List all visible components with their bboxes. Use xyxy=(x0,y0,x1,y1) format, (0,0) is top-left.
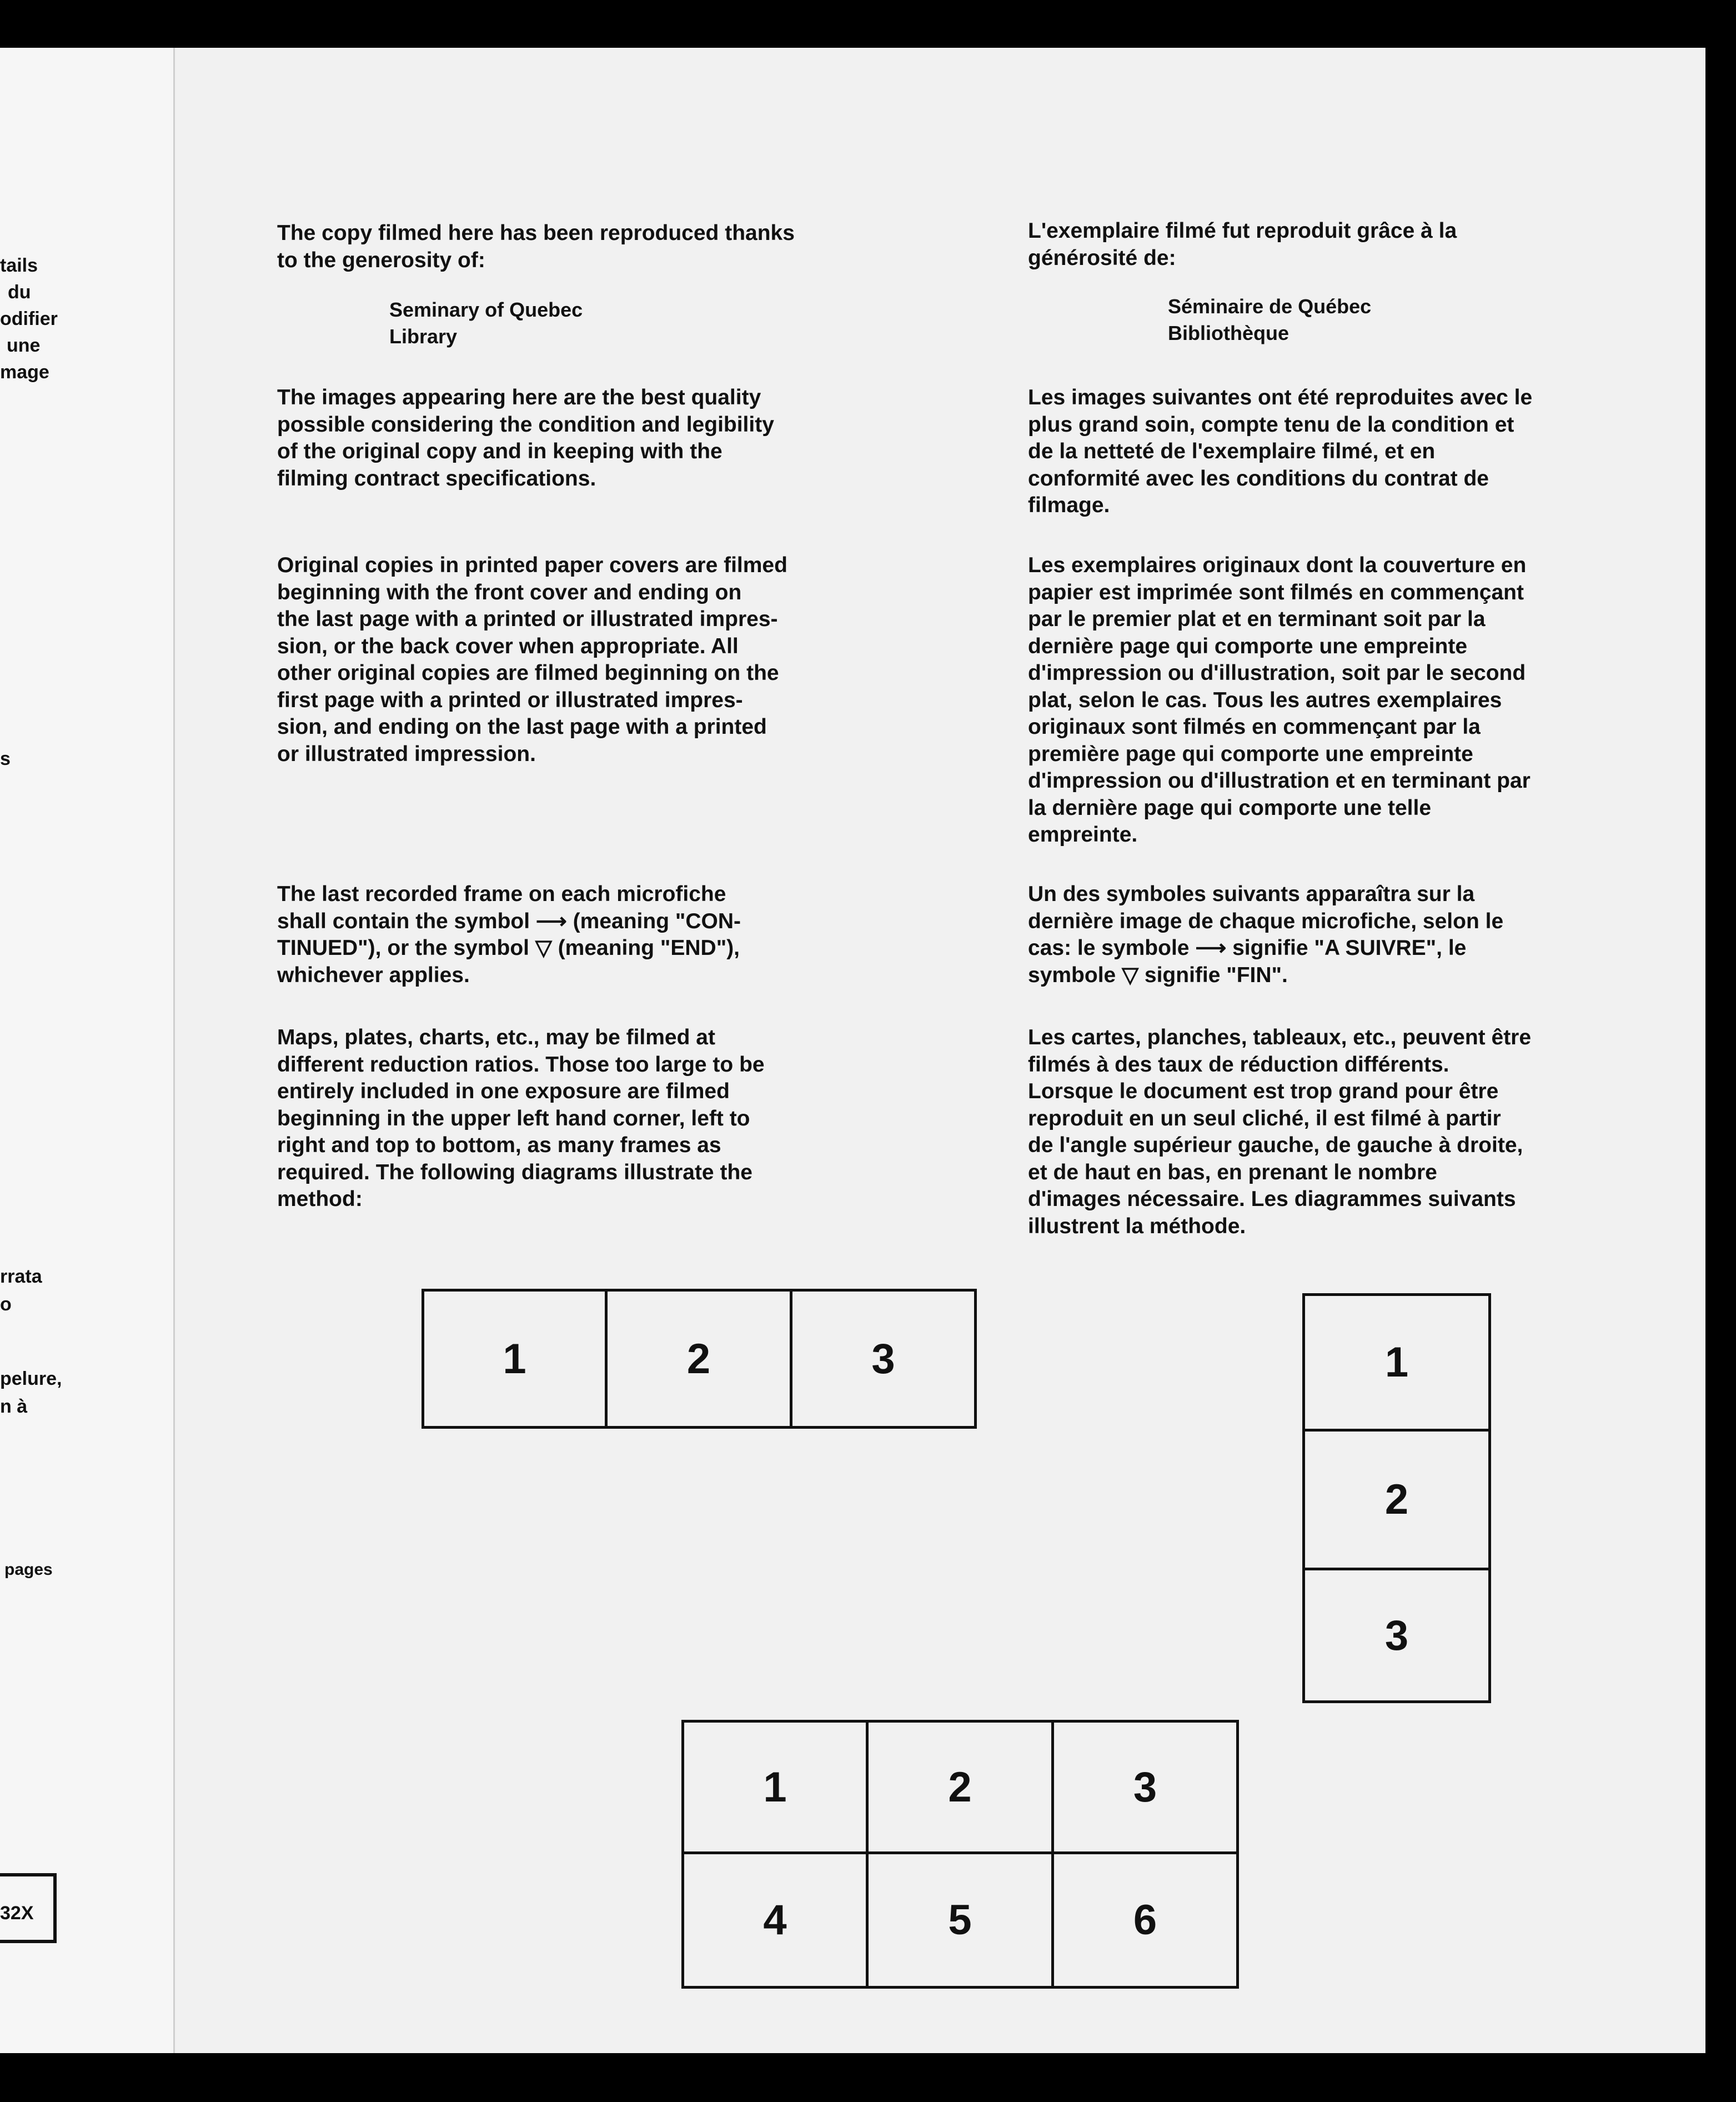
diagram-cell: 3 xyxy=(871,1335,895,1383)
margin-fragment: mage xyxy=(0,362,49,383)
french-quality-paragraph: Les images suivantes ont été reproduites avec le plus grand soin, compte tenu de la condition et de la netteté de l'exemplaire filmé, et en conformité avec les conditions du contrat de filmage. xyxy=(1028,386,1533,517)
french-maps-paragraph: Les cartes, planches, tableaux, etc., peuvent être filmés à des taux de réduction différents. Lorsque le document est trop grand pour être reproduit en un seul cliché, il est filmé à partir de l'angle supérieur gauche, de gauche à droite, et de haut en bas, en prenant le nombre d'images nécessaire. Les diagrammes suivants illustrent la méthode. xyxy=(1028,1025,1532,1238)
margin-fragment: du xyxy=(8,282,31,303)
margin-fragment: rrata xyxy=(0,1266,42,1287)
english-symbols-paragraph: The last recorded frame on each microfiche shall contain the symbol ⟶ (meaning "CON- TINUED"), or the symbol ▽ (meaning "END"), whichever applies. xyxy=(277,882,741,987)
margin-fragment: odifier xyxy=(0,308,58,329)
french-intro: L'exemplaire filmé fut reproduit grâce à la générosité de: xyxy=(1028,219,1457,270)
previous-page-strip xyxy=(0,48,173,2053)
diagram-horizontal xyxy=(422,1289,977,1429)
diagram-cell: 1 xyxy=(684,1723,869,1854)
margin-fragment: pages xyxy=(4,1560,53,1579)
diagram-cell: 1 xyxy=(1305,1296,1488,1432)
margin-fragment: une xyxy=(7,335,41,356)
english-maps-paragraph: Maps, plates, charts, etc., may be filmed at different reduction ratios. Those too large to be entirely included in one exposure are filmed beginning in the upper left hand corner, left to right and top to bottom, as many frames as required. The following diagrams illustrate the method: xyxy=(277,1025,765,1211)
french-symbols-paragraph: Un des symboles suivants apparaîtra sur la dernière image de chaque microfiche, selon le cas: le symbole ⟶ signifie "A SUIVRE", le symbole ▽ signifie "FIN". xyxy=(1028,882,1504,987)
margin-fragment: pelure, xyxy=(0,1368,62,1389)
diagram-grid xyxy=(681,1720,1239,1989)
english-covers-paragraph: Original copies in printed paper covers are filmed beginning with the front cover and ending on the last page with a printed or illustrated impres- sion, or the back cover when appropriate. All other original copies are filmed beginning on the first page with a printed or illustrated impres- sion, and ending on the last page with a printed or illustrated impression. xyxy=(277,553,787,766)
english-institution: Seminary of Quebec Library xyxy=(389,298,583,348)
diagram-cell: 4 xyxy=(684,1854,869,1986)
english-quality-paragraph: The images appearing here are the best quality possible considering the condition and legibility of the original copy and in keeping with the filming contract specifications. xyxy=(277,386,774,491)
diagram-cell: 2 xyxy=(1305,1432,1488,1570)
microfiche-target-page xyxy=(173,48,1705,2053)
margin-fragment: n à xyxy=(0,1396,28,1417)
diagram-cell: 2 xyxy=(869,1723,1054,1854)
margin-fragment: tails xyxy=(0,255,38,276)
diagram-vertical xyxy=(1302,1293,1491,1703)
diagram-cell: 3 xyxy=(1384,1611,1409,1659)
margin-fragment: s xyxy=(0,748,11,769)
french-covers-paragraph: Les exemplaires originaux dont la couverture en papier est imprimée sont filmés en commençant par le premier plat et en terminant soit par la dernière page qui comporte une empreinte d'impression ou d'illustration, soit par le second plat, selon le cas. Tous les autres exemplaires originaux sont filmés en commençant par la première page qui comporte une empreinte d'impression ou d'illustration et en terminant par la dernière page qui comporte une telle empreinte. xyxy=(1028,553,1531,847)
diagram-cell: 5 xyxy=(869,1854,1054,1986)
diagram-cell: 2 xyxy=(608,1292,792,1426)
diagram-cell: 1 xyxy=(424,1292,608,1426)
diagram-cell: 3 xyxy=(1054,1723,1236,1854)
diagram-cell: 6 xyxy=(1133,1896,1157,1944)
english-intro: The copy filmed here has been reproduced thanks to the generosity of: xyxy=(277,221,795,272)
margin-fragment: 32X xyxy=(0,1903,34,1924)
margin-fragment: o xyxy=(0,1294,12,1315)
french-institution: Séminaire de Québec Bibliothèque xyxy=(1168,295,1372,344)
